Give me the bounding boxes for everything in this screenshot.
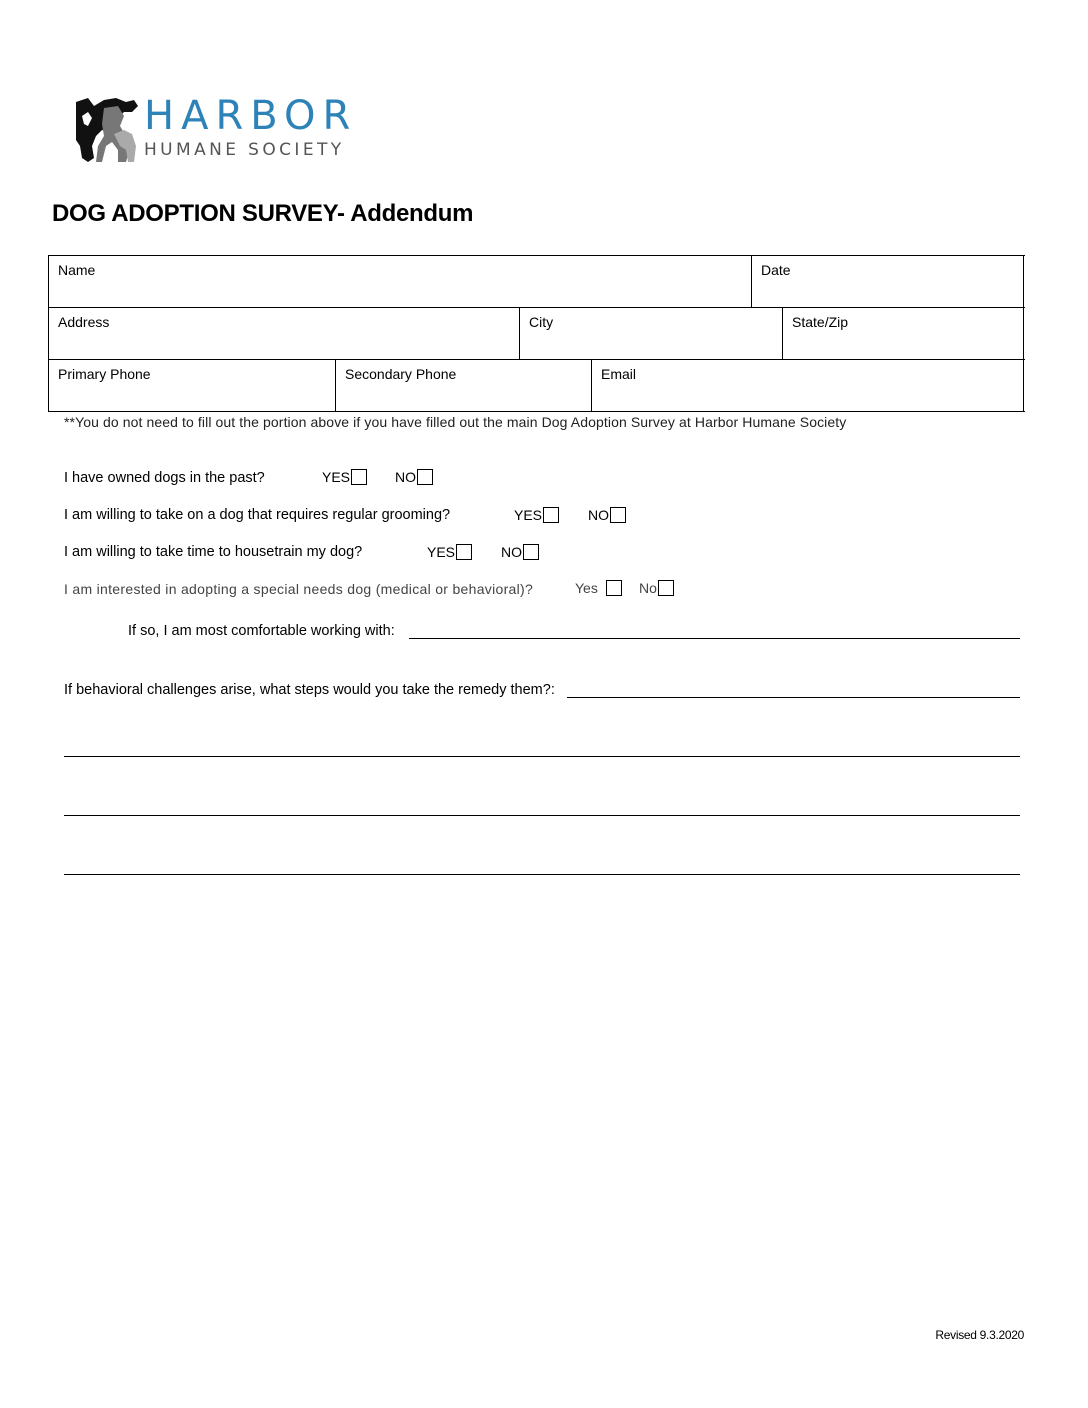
secondary-phone-cell (336, 360, 591, 411)
behavioral-answer-line[interactable] (64, 874, 1020, 875)
grooming-no-option (588, 507, 626, 523)
name-cell (49, 256, 751, 307)
comfortable-working-label: If so, I am most comfortable working with: (128, 623, 395, 639)
logo-harbor-text: HARBOR (144, 93, 358, 139)
comfortable-working-line[interactable] (409, 638, 1020, 639)
primary-phone-cell (49, 360, 335, 411)
housetrain-no-checkbox[interactable] (523, 544, 539, 560)
email-cell (592, 360, 1023, 411)
special-needs-no-checkbox[interactable] (658, 580, 674, 596)
owned-dogs-no-checkbox[interactable] (417, 469, 433, 485)
secondary-phone-label: Secondary Phone (345, 366, 457, 382)
question-owned-dogs: I have owned dogs in the past? (64, 470, 265, 486)
no-label: NO (588, 507, 609, 523)
address-label: Address (58, 314, 110, 330)
housetrain-yes-option (427, 544, 472, 560)
logo-subtitle: HUMANE SOCIETY (144, 140, 345, 160)
yes-label: YES (514, 507, 543, 523)
table-border (1023, 255, 1024, 412)
owned-dogs-yes-checkbox[interactable] (351, 469, 367, 485)
owned-dogs-no-option (395, 469, 433, 485)
date-label: Date (761, 262, 791, 278)
grooming-no-checkbox[interactable] (610, 507, 626, 523)
no-label: NO (501, 544, 522, 560)
yes-label: Yes (575, 580, 598, 596)
owned-dogs-yes-option (322, 469, 367, 485)
grooming-yes-checkbox[interactable] (543, 507, 559, 523)
housetrain-no-option (501, 544, 539, 560)
table-border (48, 411, 1025, 412)
city-cell (520, 308, 782, 359)
special-needs-yes-option (575, 580, 622, 596)
question-special-needs: I am interested in adopting a special needs dog (medical or behavioral)? (64, 581, 534, 597)
yes-label: YES (322, 469, 351, 485)
date-cell (752, 256, 1023, 307)
statezip-field[interactable] (792, 337, 1017, 355)
dog-cat-silhouette-icon (74, 96, 140, 164)
form-title: DOG ADOPTION SURVEY- Addendum (52, 200, 474, 227)
email-field[interactable] (601, 389, 1017, 407)
statezip-cell (783, 308, 1023, 359)
special-needs-no-option (639, 580, 674, 596)
special-needs-yes-checkbox[interactable] (606, 580, 622, 596)
revision-date: Revised 9.3.2020 (935, 1328, 1024, 1342)
primary-phone-field[interactable] (58, 389, 329, 407)
contact-note: **You do not need to fill out the portion above if you have filled out the main Dog Adoption Survey at Harbor Humane Society (64, 414, 847, 430)
city-label: City (529, 314, 554, 330)
primary-phone-label: Primary Phone (58, 366, 151, 382)
address-field[interactable] (58, 337, 513, 355)
yes-label: YES (427, 544, 456, 560)
behavioral-answer-line[interactable] (64, 756, 1020, 757)
housetrain-yes-checkbox[interactable] (456, 544, 472, 560)
no-label: NO (395, 469, 416, 485)
email-label: Email (601, 366, 637, 382)
address-cell (49, 308, 519, 359)
question-housetrain: I am willing to take time to housetrain my dog? (64, 544, 363, 560)
statezip-label: State/Zip (792, 314, 849, 330)
name-field[interactable] (58, 285, 745, 303)
date-field[interactable] (761, 285, 1017, 303)
name-label: Name (58, 262, 96, 278)
behavioral-answer-line[interactable] (567, 697, 1020, 698)
grooming-yes-option (514, 507, 559, 523)
question-grooming: I am willing to take on a dog that requires regular grooming? (64, 507, 451, 523)
secondary-phone-field[interactable] (345, 389, 585, 407)
no-label: No (639, 580, 657, 596)
behavioral-answer-line[interactable] (64, 815, 1020, 816)
harbor-humane-logo (74, 93, 358, 166)
behavioral-challenges-label: If behavioral challenges arise, what steps would you take the remedy them?: (64, 682, 555, 698)
city-field[interactable] (529, 337, 776, 355)
